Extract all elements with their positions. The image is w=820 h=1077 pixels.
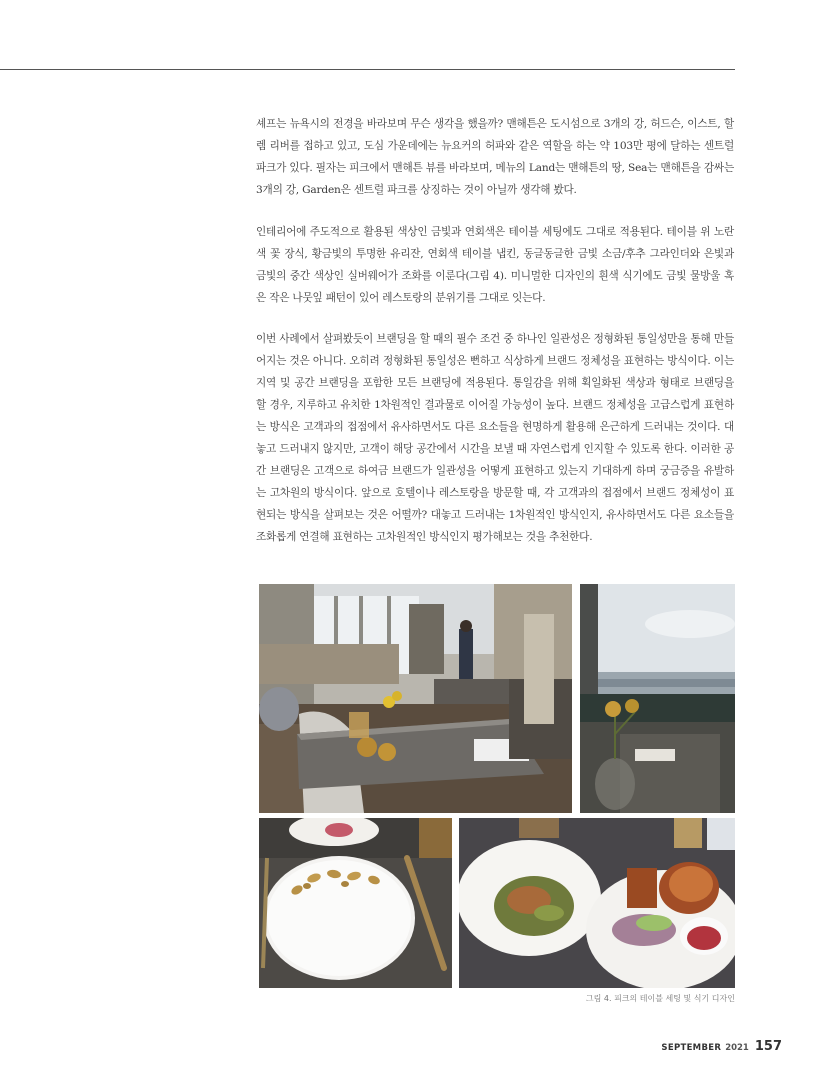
article-paragraph-2: 인테리어에 주도적으로 활용된 색상인 금빛과 연회색은 테이블 세팅에도 그대로 적용된다. 테이블 위 노란색 꽃 장식, 황금빛의 투명한 유리잔, 연회색 테이블 냅킨, 동글동글한 금빛 소금/후추 그라인더와 은빛과 금빛의 중간 색상인 실버웨어가 조화를 이룬다(그림 4). 미니멀한 디자인의 흰색 식기에도 금빛 물방울 혹은 작은 나뭇잎 패턴이 있어 레스토랑의 분위기를 그대로 잇는다. (256, 226, 734, 304)
dishes-photo (459, 818, 735, 988)
footer-month: SEPTEMBER (661, 1043, 722, 1053)
plate-photo (259, 818, 452, 988)
figure-caption: 그림 4. 피크의 테이블 세팅 및 식기 디자인 (585, 994, 735, 1003)
page-footer (661, 1039, 782, 1054)
restaurant-interior-photo (259, 584, 572, 813)
header-rule (0, 69, 735, 70)
article-paragraph-3: 이번 사례에서 살펴봤듯이 브랜딩을 할 때의 필수 조건 중 하나인 일관성은 정형화된 통일성만을 통해 만들어지는 것은 아니다. 오히려 정형화된 통일성은 뻔하고 식상하게 브랜드 정체성을 표현하는 방식이다. 이는 지역 및 공간 브랜딩을 포함한 모든 브랜딩에 적용된다. 통일감을 위해 획일화된 색상과 형태로 브랜딩을 할 경우, 지루하고 유치한 1차원적인 결과물로 이어질 가능성이 높다. 브랜드 정체성을 고급스럽게 표현하는 방식은 고객과의 접점에서 유사하면서도 다른 요소들을 현명하게 활용해 은근하게 드러내는 것이다. 대놓고 드러내지 않지만, 고객이 해당 공간에서 시간을 보낼 때 자연스럽게 인지할 수 있도록 한다. 이러한 공간 브랜딩은 고객으로 하여금 브랜드가 일관성을 어떻게 표현하고 있는지 기대하게 하며 궁금증을 유발하는 고차원의 방식이다. 앞으로 호텔이나 레스토랑을 방문할 때, 각 고객과의 접점에서 브랜드 정체성이 표현되는 방식을 살펴보는 것은 어떨까? 대놓고 드러내는 1차원적인 방식인지, 유사하면서도 다른 요소들을 조화롭게 연결해 표현하는 고차원적인 방식인지 평가해보는 것을 추천한다. (256, 333, 734, 543)
city-view-photo (580, 584, 735, 813)
page-number: 157 (754, 1039, 782, 1054)
footer-year: 2021 (725, 1043, 749, 1053)
article-paragraph-1: 셰프는 뉴욕시의 전경을 바라보며 무슨 생각을 했을까? 맨해튼은 도시섬으로 3개의 강, 허드슨, 이스트, 할렘 리버를 접하고 있고, 도심 가운데에는 뉴요커의 허파와 같은 역할을 하는 약 103만 평에 달하는 센트럴 파크가 있다. 필자는 피크에서 맨해튼 뷰를 바라보며, 메뉴의 Land는 맨해튼의 땅, Sea는 맨해튼을 감싸는 3개의 강, Garden은 센트럴 파크를 상징하는 것이 아닐까 생각해 봤다. (256, 118, 734, 196)
